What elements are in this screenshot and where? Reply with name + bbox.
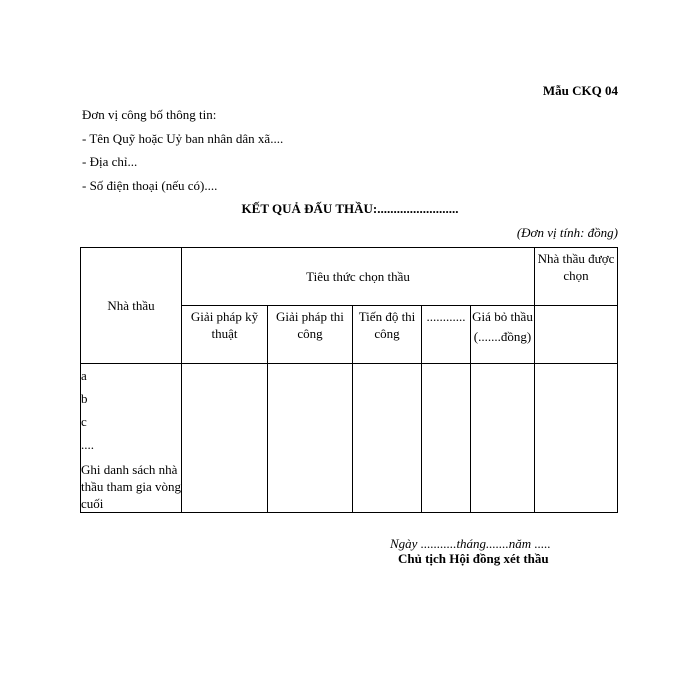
bid-price-label: Giá bỏ thầu <box>472 309 533 324</box>
body-cell-ellipsis <box>422 364 471 513</box>
body-cell-progress <box>353 364 422 513</box>
row-label-b: b <box>81 391 88 406</box>
header-technical-solution: Giải pháp kỹ thuật <box>182 306 268 364</box>
header-bid-price <box>471 306 535 364</box>
issuer-heading: Đơn vị công bố thông tin: <box>82 107 217 122</box>
row-label-a: a <box>81 368 87 383</box>
header-bidder: Nhà thầu <box>81 248 182 364</box>
header-ellipsis: ............ <box>422 306 471 364</box>
selected-bidder-cell <box>535 306 618 364</box>
bid-results-table <box>80 247 618 513</box>
issuer-phone: - Số điện thoại (nếu có).... <box>82 178 218 193</box>
body-cell-selected <box>535 364 618 513</box>
bid-price-unit: (.......đồng) <box>473 329 532 344</box>
issuer-address: - Địa chỉ... <box>82 154 138 169</box>
row-label-c: c <box>81 414 87 429</box>
header-construction-solution: Giải pháp thi công <box>268 306 353 364</box>
signature-title: Chủ tịch Hội đồng xét thầu <box>398 551 549 566</box>
document-title: KẾT QUẢ ĐẤU THẦU:......................... <box>241 201 459 216</box>
form-code: Mẫu CKQ 04 <box>542 83 618 98</box>
header-criteria: Tiêu thức chọn thầu <box>182 248 535 306</box>
unit-note: (Đơn vị tính: đồng) <box>516 225 618 240</box>
signature-date-line: Ngày ...........tháng.......năm ..... <box>390 536 551 551</box>
body-cell-technical <box>182 364 268 513</box>
bidder-list-cell <box>81 364 182 513</box>
row-label-final-round-note: Ghi danh sách nhà thầu tham gia vòng cuối <box>81 462 182 511</box>
header-selected-bidder: Nhà thầu được chọn <box>535 248 618 306</box>
issuer-name: - Tên Quỹ hoặc Uỷ ban nhân dân xã.... <box>82 131 284 146</box>
header-progress: Tiến độ thi công <box>353 306 422 364</box>
body-cell-construction <box>268 364 353 513</box>
body-cell-price <box>471 364 535 513</box>
row-label-more: .... <box>81 437 94 452</box>
